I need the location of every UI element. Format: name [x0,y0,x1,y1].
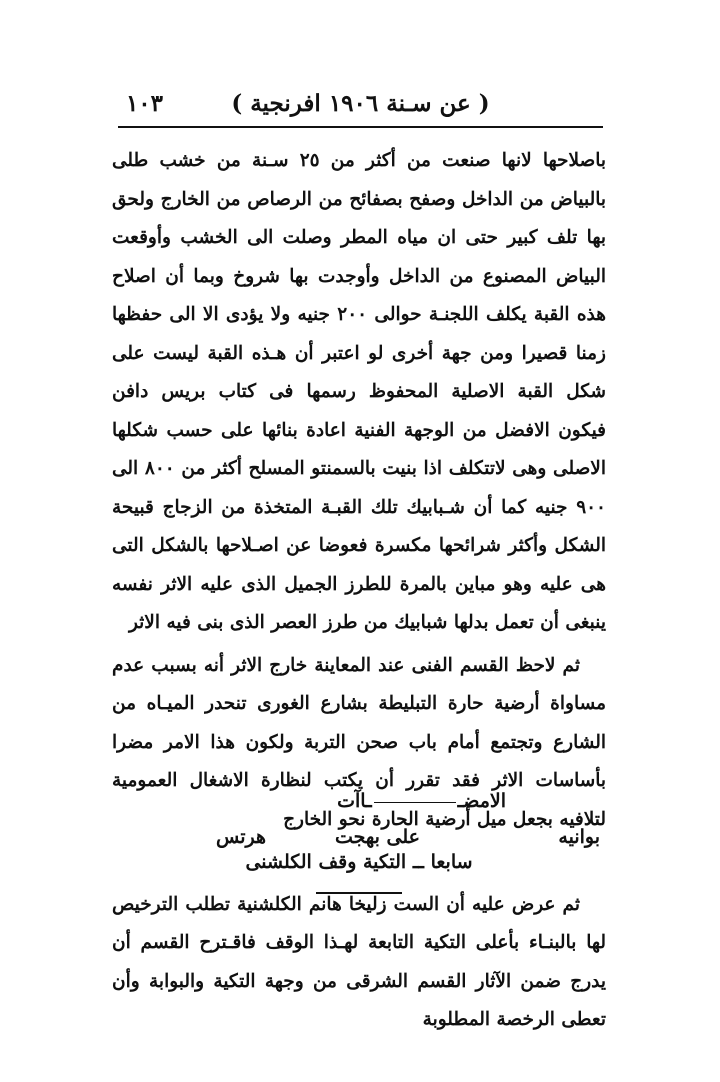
signature-block [112,780,606,860]
end-rule [316,892,402,894]
page-number: ١٠٣ [125,90,163,117]
signatures-label-end: ـاآت [337,790,372,812]
signature-name: بوانيه [558,826,600,848]
page-header [118,84,603,124]
signature-name: على بهجت [334,826,420,848]
body-text [112,142,606,1040]
paragraph-1: باصلاحها لانها صنعت من أكثر من ٢٥ سـنة من خشب طلى بالبياض من الداخل وصفح بصفائح من الرصاص من الخارج ولحق بها تلف كبير حتى ان مياه المطر وصلت الى الخشب وأوقعت البياض المصنوع من الداخل وأوجدت بها شروخ وبما أن اصلاح هذه القبة يكلف اللجنـة حوالى ٢٠٠ جنيه ولا يؤدى الا الى حفظها زمنا قصيرا ومن جهة أخرى لو اعتبر أن هـذه القبة ليست على شكل القبة الاصلية المحفوظ رسمها فى كتاب بريس دافن فيكون الافضل من الوجهة الفنية اعادة بنائها على حسب شكلها الاصلى وهى لاتتكلف اذا بنيت بالسمنتو المسلح أكثر من ٨٠٠ الى ٩٠٠ جنيه كما أن شـبابيك تلك القبـة المتخذة من الزجاج قبيحة الشكل وأكثر شرائحها مكسرة فعوضا عن اصـلاحها بالشكل التى هى عليه وهو مباين بالمرة للطرز الجميل الذى عليه الاثر نفسه ينبغى أن تعمل بدلها شبابيك من طرز العصر الذى بنى فيه الاثر [112,150,607,633]
section-heading: سابعا ــ التكية وقف الكلشنى [245,851,473,873]
paragraph-3-text: ثم عرض عليه أن الست زليخا هانم الكلشنية تطلب الترخيص لها بالبنـاء بأعلى التكية التابعة لهـذا الوقف فاقـترح القسم أن يدرج ضمن الآثار القسم الشرقى من وجهة التكية والبوابة وأن تعطى الرخصة المطلوبة [112,893,606,1030]
header-rule [118,126,603,128]
running-title: ( عن سـنة ١٩٠٦ افرنجية ) [231,90,490,117]
signature-name: هرتس [215,826,266,848]
signatures-label-start: الامضـ [457,790,506,812]
signatures-dash [374,802,456,803]
signatures-label [337,784,506,818]
paragraph-2-text: ثم لاحظ القسم الفنى عند المعاينة خارج الاثر أنه بسبب عدم مساواة أرضية حارة التبليطة بشارع الغورى تنحدر الميـاه من الشارع وتجتمع أمام باب صحن التربة ولكون هذا الامر مضرا بأساسات الاثر فقد تقرر أن يكتب لنظارة الاشغال العمومية لتلافيه بجعل ميل أرضية الحارة نحو الخارج [112,654,606,830]
paragraph-3 [112,886,606,1040]
